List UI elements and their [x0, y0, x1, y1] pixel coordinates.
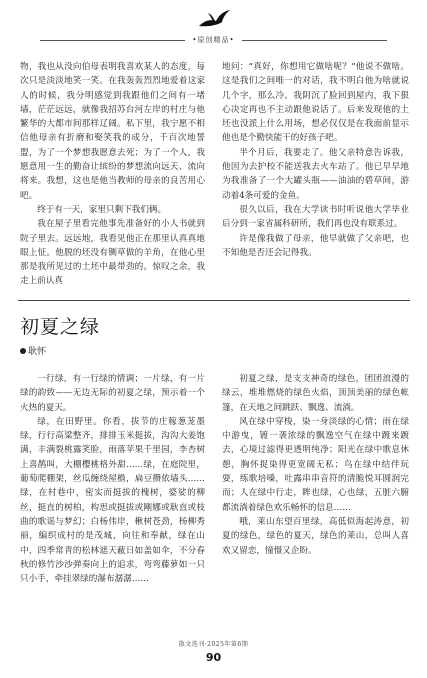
story-column-left: [20, 60, 205, 289]
paragraph: 半个月后，我要走了。他父亲特意告诉我，他因为去护校不能送我去火车站了。他已早早地为我准备了一个大罐头瓶——油油的碧草间，游动着4条可爱的金鱼。: [222, 147, 409, 201]
magazine-issue: 散文选刊·2025年第6期: [178, 641, 249, 648]
paragraph: 风在绿中穿梭，染一身淡绿的心情；雨在绿中游曳，镀一袭浓绿的飘逸空气在绿中踱来踱去，心境过滤得更透明纯净；阳光在绿中歌息休憩，胸怀捉染得更宽阔无私；鸟在绿中结伴玩耍，练歌培嗓，吐露串串音符的清脆悦耳圆润完而；人在绿中行走，眸也绿，心也绿，五脏六腑都流淌着绿色欢乐畅怀的信息……: [222, 416, 409, 513]
section-divider: [18, 300, 410, 301]
page-number: 90: [205, 651, 222, 664]
author-name: 耿怀: [28, 347, 47, 357]
paragraph: 哦，莱山东望百里绿，高低似海起涛意，初夏的绿色，绿色的夏天，绿色的莱山，总叫人喜欢又留恋，憧憬又企盼。: [222, 516, 409, 556]
paragraph: 我在屋子里看完他事先准备好的小人书就到院子里去。远远地，我看见他正在那里认真真地眼上怔。他脱的坯没有铡草做的羊角，在他心里那是我所见过的土坯中最带劲的。惊叹之余，我走上前认真: [20, 219, 205, 287]
bullet-icon: [20, 348, 26, 354]
paragraph: 初夏之绿，是支支神奇的绿色，团团浪漫的绿云，堆堆燃烧的绿色火焰，顶顶美丽的绿色帐篷，在天地之间跳跃、飘逸、流淌。: [222, 374, 409, 413]
bird-logo-icon: [197, 8, 231, 30]
paragraph: 很久以后，我在大学读书时听说他大学毕业后分到一家省属科研所，我们再也没有联系过。: [222, 204, 409, 230]
article-column-left: [20, 372, 205, 586]
section-label: •原创精品•: [192, 36, 235, 44]
article-column-right: [222, 372, 409, 558]
paragraph: 许是像我做了母亲，他早就做了父亲吧，也不知他是否还会记得我。: [222, 233, 409, 258]
story-column-right: [222, 60, 409, 260]
paragraph: 地问：“真好，你想用它做啥呢？”他说不做啥。这是我们之间唯一的对话，我不明白他为啥就说几个字，那么冷。我阴沉了脸回到屋内，我下狠心决定再也不主动跟他说话了。后来发现他的土坯也没派上什么用场，想必仅仅是在我面前显示他也是个勤快能干的好孩子吧。: [222, 62, 409, 144]
paragraph: 绿，在田野里。你看，拔节的庄稼葱茏墨绿，行行高粱整齐，排排玉米挺拔，沟沟大姜饱满，丰满裂桃露笑脸，雨落苹果千里园，李杏树上喜鹊叫，大棚樱桃格外甜……绿，在庭院里，葡萄爬棚架，丝瓜缠绕屋檐，扁豆攒依墙头……绿，在村巷中，密实而挺拔的槐树，婆娑的柳丝，挺直的树柏，构思或挺拔或剛娜或耿直或枝曲的歌谣与梦幻；白杨伟岸，楸树苍劲，杨柳秀丽，编织成村的是茂城，向往和奉献，绿在山中，四季常青的松林遮天蔽日如盖如伞，不分春秋的修竹沙沙弹奏向上的追求，弯弯藤萝如一只只小手，牵挂翠绿的瀑布潺潺……: [20, 416, 205, 585]
page-header: [0, 0, 427, 52]
header-rule-right: [242, 40, 387, 41]
paragraph: 一行绿，有一行绿的情调；一片绿，有一片绿的韵致——无边无际的初夏之绿，预示着一个火热的夏天。: [20, 374, 205, 413]
paragraph: 物，我也从没向伯母表明我喜欢某人的态度，每次只是淡淡地笑一笑。在我轰轰烈烈地爱着这家人的时候，我分明感觉到我跟他们之间有一堵墙，茫茫远远，就像我招苏台河左岸的村庄与他繁华的大都市间那样辽阔。私下里，我宁愿不相信他母亲有折磨和娶笑我的成分，千百次地誓盟，为了一个梦想我愿意去死；为了一个人，我愿意用一生的勤奋让缤纷的梦想流向远天、流向将来。我想，这也是他当教师的母亲的良苦用心吧。: [20, 62, 205, 201]
article-title: 初夏之绿: [20, 316, 101, 338]
article-author: [20, 344, 46, 357]
paragraph: 终于有一天，家里只剩下我们俩。: [37, 204, 167, 215]
